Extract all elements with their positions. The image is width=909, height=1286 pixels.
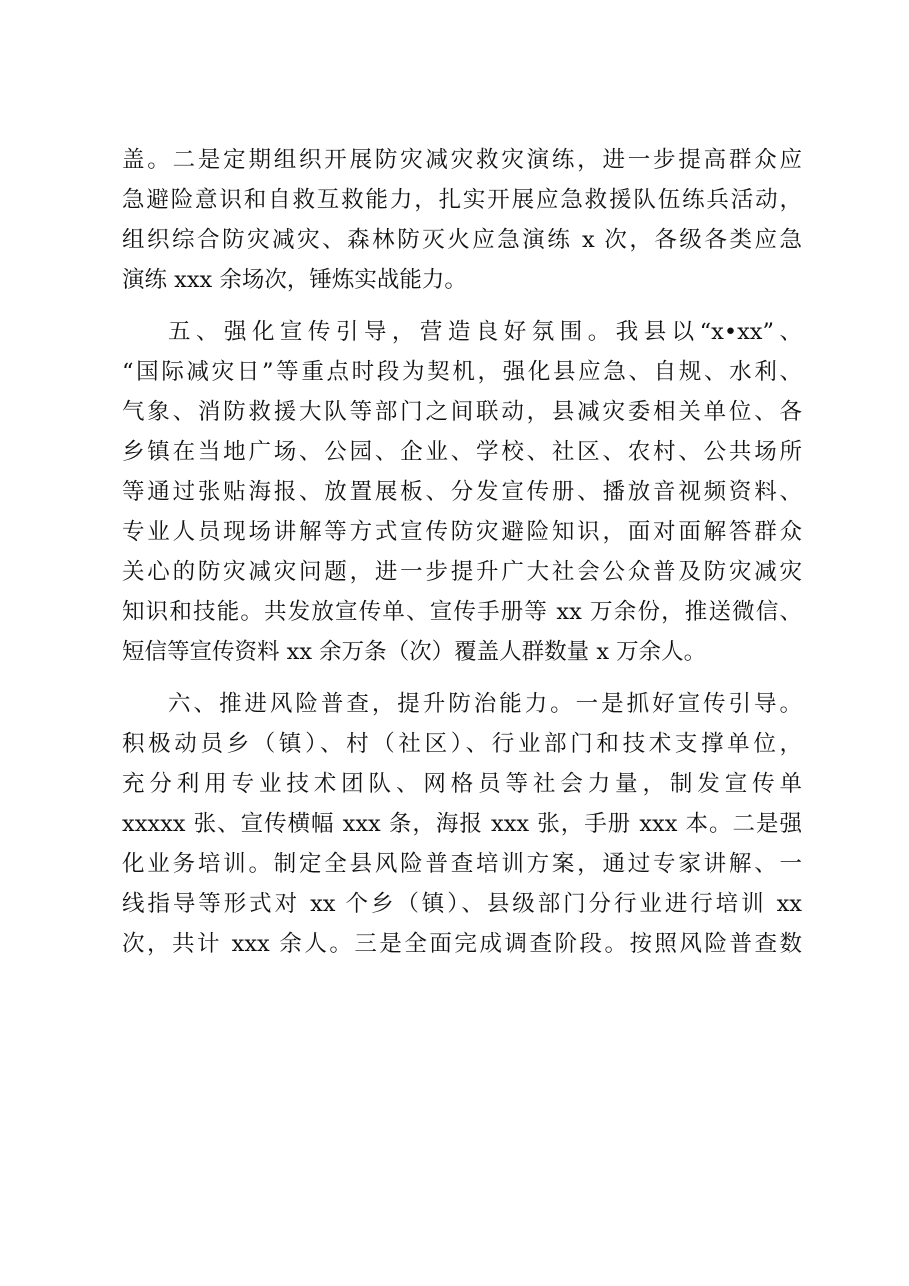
paragraph-spacer [122, 300, 802, 312]
paragraph-risk-survey [122, 684, 802, 964]
paragraph-disaster-drills [122, 140, 802, 300]
text-line: 组织综合防灾减灾、森林防灭火应急演练 x 次，各级各类应急 [122, 227, 802, 253]
text-line: 五、强化宣传引导，营造良好氛围。我县以“x•xx”、 [168, 319, 802, 345]
text-line: 气象、消防救援大队等部门之间联动，县减灾委相关单位、各 [122, 399, 802, 425]
text-line: 六、推进风险普查，提升防治能力。一是抓好宣传引导。 [168, 691, 802, 717]
paragraph-publicity [122, 312, 802, 672]
text-line: “国际减灾日”等重点时段为契机，强化县应急、自规、水利、 [122, 359, 802, 385]
document-body [122, 140, 802, 964]
text-line: 短信等宣传资料 xx 余万条（次）覆盖人群数量 x 万余人。 [122, 639, 707, 665]
text-line: 急避险意识和自救互救能力，扎实开展应急救援队伍练兵活动， [122, 187, 802, 213]
text-line: 次，共计 xxx 余人。三是全面完成调查阶段。按照风险普查数 [122, 931, 802, 957]
text-line: 关心的防灾减灾问题，进一步提升广大社会公众普及防灾减灾 [122, 559, 802, 585]
text-line: 线指导等形式对 xx 个乡（镇）、县级部门分行业进行培训 xx [122, 891, 802, 917]
text-line: 化业务培训。制定全县风险普查培训方案，通过专家讲解、一 [122, 851, 802, 877]
text-line: 积极动员乡（镇）、村（社区）、行业部门和技术支撑单位， [122, 731, 802, 757]
text-line: 演练 xxx 余场次，锤炼实战能力。 [122, 267, 467, 293]
text-line: 充分利用专业技术团队、网格员等社会力量，制发宣传单 [122, 771, 802, 797]
text-line: 等通过张贴海报、放置展板、分发宣传册、播放音视频资料、 [122, 479, 802, 505]
text-line: 乡镇在当地广场、公园、企业、学校、社区、农村、公共场所 [122, 439, 802, 465]
text-line: xxxxx 张、宣传横幅 xxx 条，海报 xxx 张，手册 xxx 本。二是强 [122, 811, 802, 837]
text-line: 知识和技能。共发放宣传单、宣传手册等 xx 万余份，推送微信、 [122, 599, 802, 625]
paragraph-spacer [122, 672, 802, 684]
text-line: 专业人员现场讲解等方式宣传防灾避险知识，面对面解答群众 [122, 519, 802, 545]
text-line: 盖。二是定期组织开展防灾减灾救灾演练，进一步提高群众应 [122, 147, 802, 173]
